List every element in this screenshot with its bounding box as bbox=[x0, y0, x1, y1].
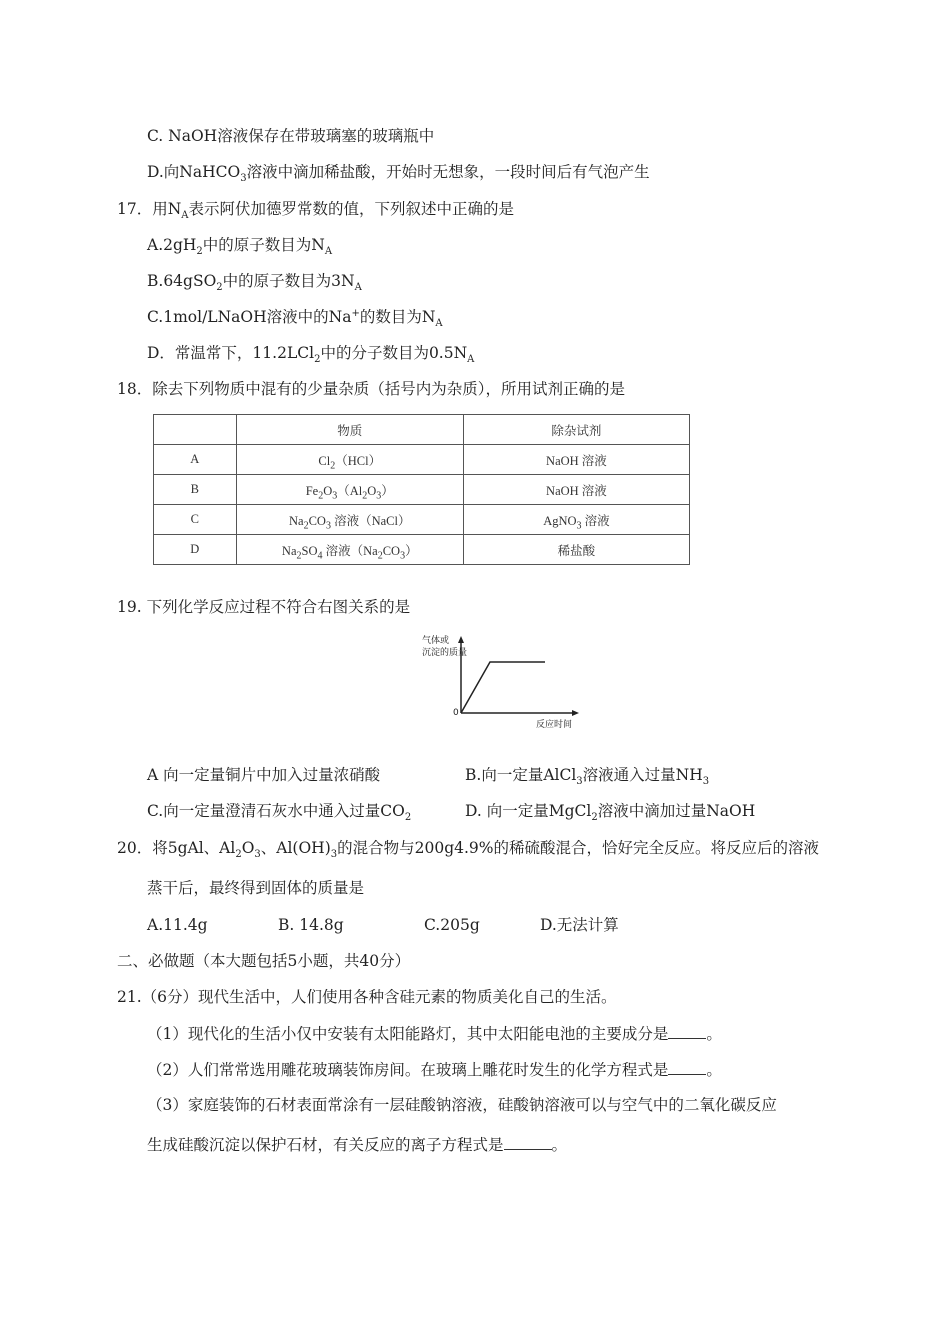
q21-part1: （1）现代化的生活小仅中安装有太阳能路灯，其中太阳能电池的主要成分是 。 bbox=[147, 1022, 722, 1045]
q17-option-b: B.64gSO$_2$中的原子数目为$3N_A$ bbox=[147, 272, 362, 294]
graph-xlabel: 反应时间 bbox=[536, 720, 573, 730]
q21-part2: （2）人们常常选用雕花玻璃装饰房间。在玻璃上雕花时发生的化学方程式是 。 bbox=[147, 1058, 722, 1081]
q21-part3-line2: 生成硅酸沉淀以保护石材，有关反应的离子方程式是 。 bbox=[147, 1133, 567, 1156]
q17-option-c: C.1mol/LNaOH溶液中的Na+的数目为$N_A$ bbox=[147, 307, 443, 330]
row-label: A bbox=[154, 445, 237, 475]
q20-option-a: A.11.4g bbox=[147, 916, 208, 934]
answer-blank bbox=[504, 1133, 552, 1150]
row-label: B bbox=[154, 475, 237, 505]
substance-cell: $Fe_2O_3(Al_2O_3)$ bbox=[236, 475, 463, 505]
q20-option-c: C.205g bbox=[424, 916, 480, 934]
q20-stem-line2: 蒸干后，最终得到固体的质量是 bbox=[147, 879, 365, 897]
graph-y-arrow bbox=[458, 636, 464, 643]
q19-graph bbox=[420, 633, 590, 733]
answer-blank bbox=[668, 1058, 706, 1075]
graph-ylabel-line2: 沉淀的质量 bbox=[422, 648, 468, 658]
q19-option-c: C.向一定量澄清石灰水中通入过量$CO_2$ bbox=[147, 802, 412, 824]
reagent-cell: NaOH 溶液 bbox=[463, 445, 689, 475]
row-label: C bbox=[154, 505, 237, 535]
substance-cell: $Na_2CO_3$ 溶液（NaCl） bbox=[236, 505, 463, 535]
answer-blank bbox=[668, 1022, 706, 1039]
q19-stem: 19. 下列化学反应过程不符合右图关系的是 bbox=[117, 598, 411, 616]
q17-stem: 17．用$N_A$表示阿伏加德罗常数的值，下列叙述中正确的是 bbox=[117, 200, 515, 222]
q19-option-d: D. 向一定量MgCl$_2$溶液中滴加过量NaOH bbox=[465, 802, 756, 824]
graph-x-arrow bbox=[572, 710, 579, 716]
q17-option-a: $A.2gH_2$中的原子数目为$N_A$ bbox=[147, 236, 333, 258]
reagent-cell: AgNO$_3$ 溶液 bbox=[463, 505, 689, 535]
q18-table bbox=[153, 414, 690, 565]
q21-stem: 21.（6分）现代生活中，人们使用各种含硅元素的物质美化自己的生活。 bbox=[117, 988, 617, 1006]
table-row bbox=[154, 535, 690, 565]
q16-option-d: D.向NaHCO$_3$溶液中滴加稀盐酸，开始时无想象，一段时间后有气泡产生 bbox=[147, 163, 650, 185]
q20-option-b: B. 14.8g bbox=[278, 916, 344, 934]
table-header-cell bbox=[154, 415, 237, 445]
table-header-cell: 除杂试剂 bbox=[463, 415, 689, 445]
table-row bbox=[154, 505, 690, 535]
q17-option-d: D．常温常下，11.2LCl$_2$中的分子数目为$0.5N_A$ bbox=[147, 344, 475, 366]
substance-cell: $Na_2SO_4$ 溶液$(Na_2CO_3)$ bbox=[236, 535, 463, 565]
graph-curve bbox=[461, 662, 545, 713]
substance-cell: $Cl_2(HCl)$ bbox=[236, 445, 463, 475]
table-row bbox=[154, 445, 690, 475]
q18-stem: 18．除去下列物质中混有的少量杂质（括号内为杂质），所用试剂正确的是 bbox=[117, 380, 625, 398]
q21-part3-line1: （3）家庭装饰的石材表面常涂有一层硅酸钠溶液，硅酸钠溶液可以与空气中的二氧化碳反应 bbox=[147, 1096, 777, 1114]
q19-option-a: A 向一定量铜片中加入过量浓硝酸 bbox=[147, 766, 381, 784]
reagent-cell: NaOH 溶液 bbox=[463, 475, 689, 505]
q19-option-b: B.向一定量AlCl$_3$溶液通入过量$NH_3$ bbox=[465, 766, 710, 788]
row-label: D bbox=[154, 535, 237, 565]
section-heading: 二、必做题（本大题包括5小题，共40分） bbox=[117, 952, 411, 970]
q20-stem: 20．将5gAl、$Al_2O_3$、$Al(OH)_3$的混合物与200g4.9%的稀硫酸混合，恰好完全反应。将反应后的溶液 bbox=[117, 839, 820, 861]
graph-ylabel-line1: 气体或 bbox=[422, 636, 450, 646]
q16-option-c: C. NaOH溶液保存在带玻璃塞的玻璃瓶中 bbox=[147, 127, 435, 145]
q20-option-d: D.无法计算 bbox=[540, 916, 619, 934]
table-header-row bbox=[154, 415, 690, 445]
reagent-cell: 稀盐酸 bbox=[463, 535, 689, 565]
table-header-cell: 物质 bbox=[236, 415, 463, 445]
table-row bbox=[154, 475, 690, 505]
graph-origin: 0 bbox=[453, 708, 459, 718]
